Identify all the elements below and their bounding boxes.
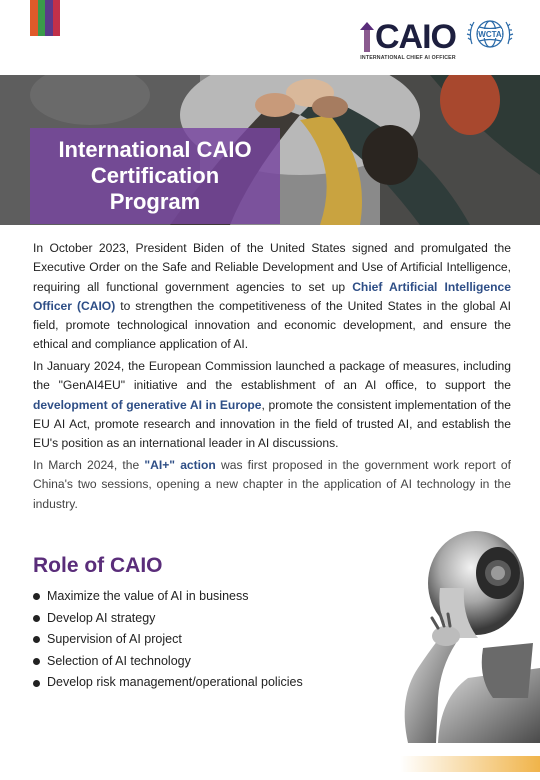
logo-subtitle: INTERNATIONAL CHIEF AI OFFICER <box>360 55 456 61</box>
stripe-red <box>53 0 61 36</box>
wcta-globe-icon <box>464 14 516 56</box>
list-item: Selection of AI technology <box>33 651 303 673</box>
list-item: Maximize the value of AI in business <box>33 586 303 608</box>
logo-word: CAIO <box>375 18 456 56</box>
banner-line-1: International CAIO <box>58 137 252 162</box>
paragraph-china-text-b: was first proposed in the government work report of China's two sessions, opening a new chapter in the application of AI technology in the industry. <box>33 458 511 511</box>
thinking-robot-image <box>378 528 540 743</box>
caio-highlight: Chief Artificial Intelligence Officer (CAIO) <box>33 279 511 313</box>
ai-plus-highlight: "AI+" action <box>144 458 216 472</box>
stripe-purple <box>45 0 53 36</box>
wcta-badge-text: WCTA <box>478 30 502 39</box>
bottom-accent-bar <box>400 756 540 772</box>
list-item: Supervision of AI project <box>33 629 303 651</box>
program-title-banner <box>30 128 280 224</box>
role-list <box>33 586 303 694</box>
stripe-orange <box>30 0 38 36</box>
paragraph-us-text-b: to strengthen the competitiveness of the United States in the global AI field, promote technological innovation and economic development, and ensure the ethical and compliance application of AI. <box>33 298 512 352</box>
paragraph-eu <box>33 357 511 453</box>
paragraph-eu-text-a: In January 2024, the European Commission launched a package of measures, including the "GenAI4EU" initiative and the establishment of an AI office, to support the <box>33 359 511 393</box>
banner-line-2: Certification <box>90 163 220 188</box>
bullet-icon <box>33 658 40 665</box>
paragraph-us <box>33 239 511 355</box>
paragraph-china-text-a: In March 2024, the <box>33 458 145 472</box>
stripe-green <box>38 0 46 36</box>
role-heading: Role of CAIO <box>33 554 163 577</box>
genai-europe-highlight: development of generative AI in Europe <box>33 397 262 412</box>
list-item: Develop risk management/operational policies <box>33 672 303 694</box>
caio-logo <box>360 18 516 61</box>
paragraph-us-text-a: In October 2023, President Biden of the United States signed and promulgated the Executive Order on the Safe and Reliable Development and Use of Artificial Intelligence, requiring all functional government agencies to set up <box>33 241 511 294</box>
bullet-icon <box>33 615 40 622</box>
bullet-icon <box>33 680 40 687</box>
color-stripes <box>30 0 60 36</box>
logo-i-icon <box>360 22 373 52</box>
bullet-icon <box>33 593 40 600</box>
bullet-icon <box>33 636 40 643</box>
paragraph-china <box>33 456 511 514</box>
banner-line-3: Program <box>109 189 201 214</box>
paragraph-eu-text-b: , promote the consistent implementation of the EU AI Act, promote research and innovation in the field of trusted AI, and establish the EU's position as an international leader in AI discussions. <box>33 397 511 451</box>
list-item: Develop AI strategy <box>33 608 303 630</box>
